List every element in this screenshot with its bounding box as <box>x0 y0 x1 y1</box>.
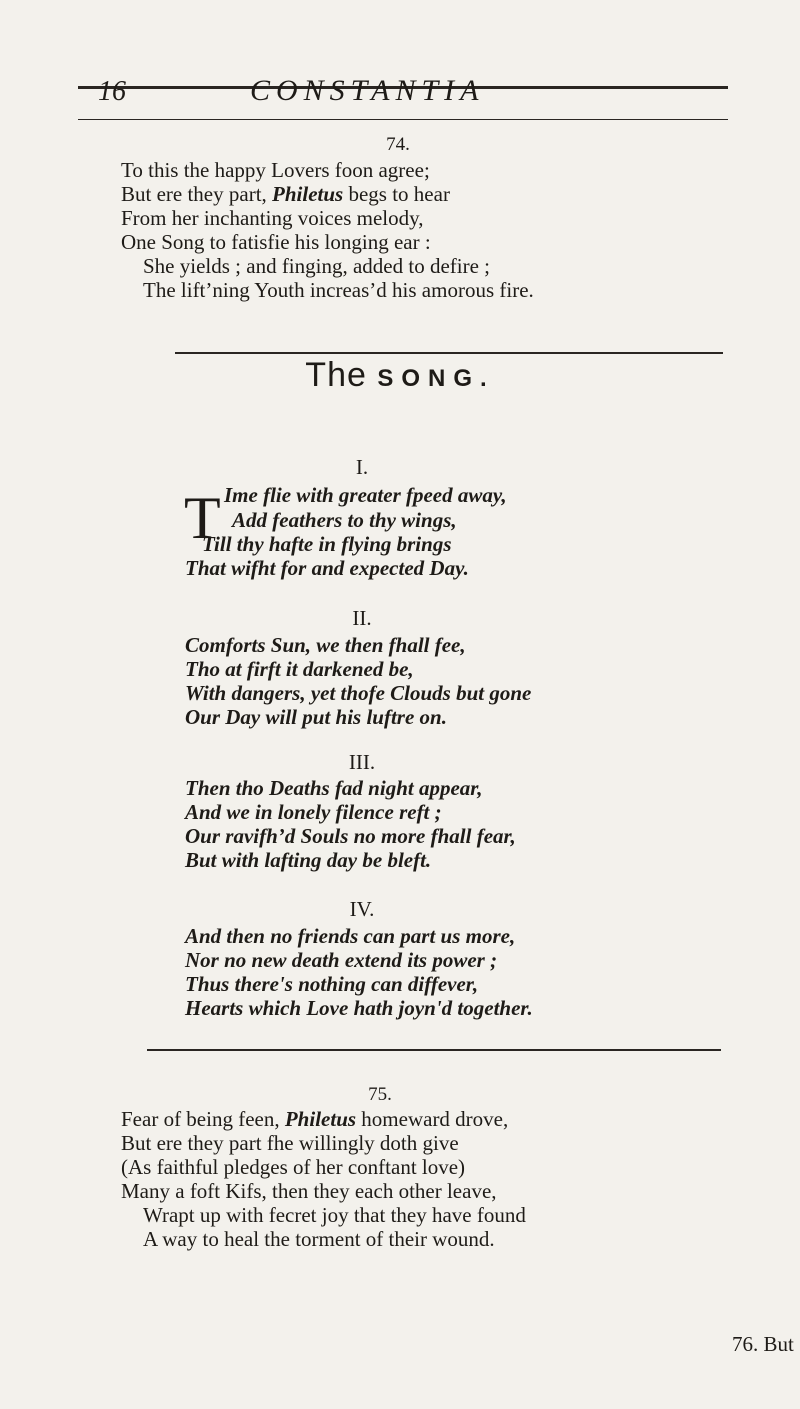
catchword: 76. But <box>732 1332 794 1356</box>
song-line: And we in lonely filence reft ; <box>185 800 442 824</box>
song-line: With dangers, yet thofe Clouds but gone <box>185 681 532 705</box>
verse-line: Many a foft Kifs, then they each other leave, <box>121 1179 497 1203</box>
verse-line: A way to heal the torment of their wound. <box>143 1227 495 1251</box>
verse-line: She yields ; and finging, added to defire ; <box>143 254 491 278</box>
running-title: CONSTANTIA <box>250 74 485 107</box>
song-line: Our Day will put his luftre on. <box>185 705 447 729</box>
verse-line: Fear of being feen, Philetus homeward drove, <box>121 1107 509 1131</box>
section-number-75: 75. <box>368 1084 392 1105</box>
song-line: Add feathers to thy wings, <box>232 508 457 532</box>
song-line: That wifht for and expected Day. <box>185 556 469 580</box>
verse-line: The lift’ning Youth increas’d his amorous fire. <box>143 278 534 302</box>
verse-line: To this the happy Lovers foon agree; <box>121 158 430 182</box>
header-rule-bottom <box>78 119 728 120</box>
stanza-number-4: IV. <box>349 897 375 921</box>
page-header <box>78 66 728 120</box>
song-title: The SONG. <box>305 356 495 394</box>
song-line: Comforts Sun, we then fhall fee, <box>185 633 466 657</box>
song-line: Till thy hafte in flying brings <box>202 532 452 556</box>
stanza-number-2: II. <box>352 606 372 630</box>
song-line: Thus there's nothing can diffever, <box>185 972 479 996</box>
page-number: 16 <box>98 76 126 107</box>
song-line: Then tho Deaths fad night appear, <box>185 776 483 800</box>
song-line: And then no friends can part us more, <box>185 924 516 948</box>
song-line: Tho at firft it darkened be, <box>185 657 414 681</box>
section-divider <box>175 352 723 354</box>
song-line: Ime flie with greater fpeed away, <box>224 483 507 507</box>
verse-line: But ere they part fhe willingly doth give <box>121 1131 459 1155</box>
verse-line: One Song to fatisfie his longing ear : <box>121 230 431 254</box>
verse-line: Wrapt up with fecret joy that they have found <box>143 1203 526 1227</box>
stanza-number-3: III. <box>348 750 376 774</box>
drop-cap: T <box>184 485 221 551</box>
song-line: Hearts which Love hath joyn'd together. <box>185 996 533 1020</box>
section-number-74: 74. <box>386 134 410 155</box>
verse-line: From her inchanting voices melody, <box>121 206 424 230</box>
section-divider <box>147 1049 721 1051</box>
stanza-number-1: I. <box>355 455 369 479</box>
song-line: Our ravifh’d Souls no more fhall fear, <box>185 824 516 848</box>
song-line: Nor no new death extend its power ; <box>185 948 498 972</box>
song-line: But with lafting day be bleft. <box>185 848 432 872</box>
verse-line: (As faithful pledges of her conftant love) <box>121 1155 466 1179</box>
verse-line: But ere they part, Philetus begs to hear <box>121 182 450 206</box>
